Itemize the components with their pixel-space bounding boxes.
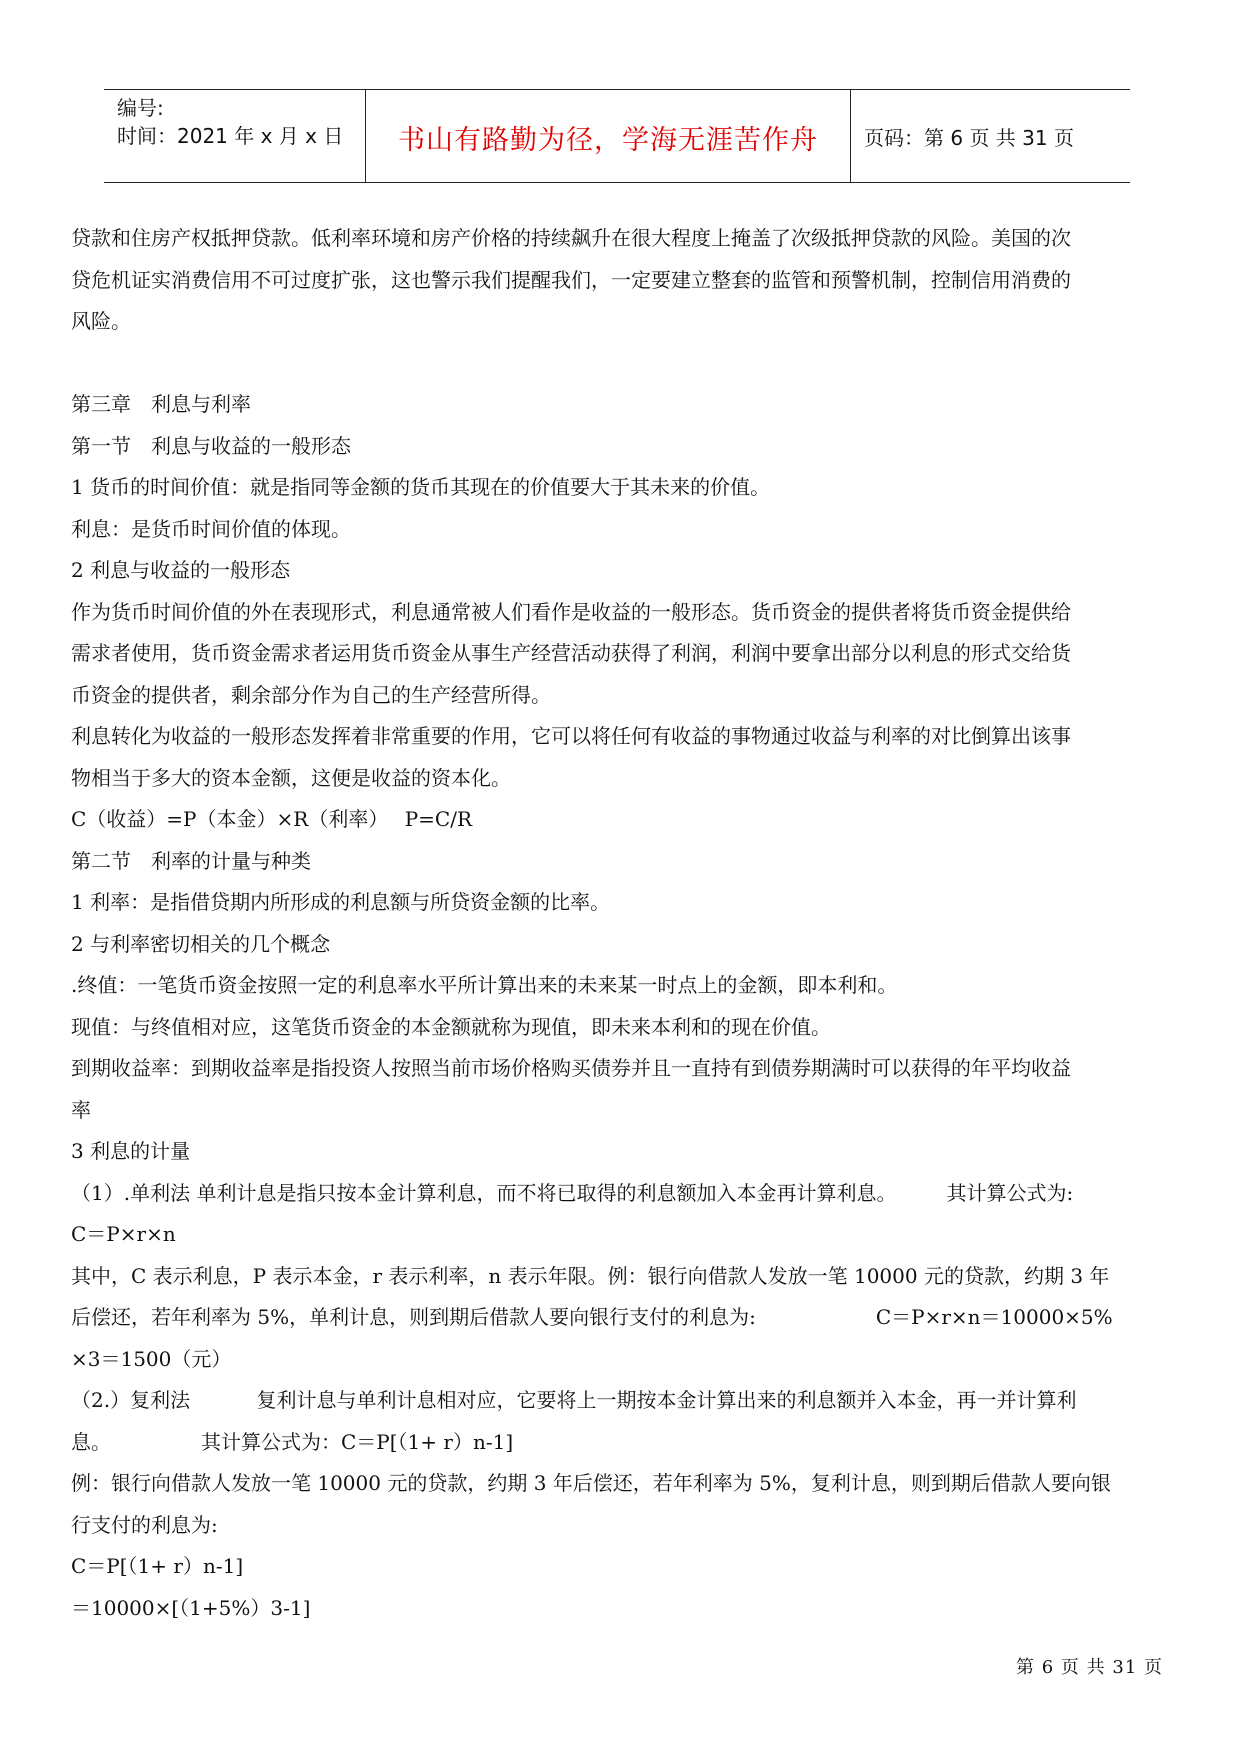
- chapter-heading: 第三章 利息与利率: [71, 392, 251, 416]
- header-meta: [117, 94, 343, 150]
- body-line: 作为货币时间价值的外在表现形式，利息通常被人们看作是收益的一般形态。货币资金的提供者将货币资金提供给: [71, 599, 1071, 624]
- document-body: [71, 218, 1183, 1629]
- formula-line: C（收益）=P（本金）×R（利率） P=C/R: [71, 807, 473, 831]
- body-line: 到期收益率：到期收益率是指投资人按照当前市场价格购买债券并且一直持有到债券期满时可以获得的年平均收益: [71, 1056, 1071, 1080]
- body-line: （1）.单利法 单利计息是指只按本金计算利息，而不将已取得的利息额加入本金再计算利息。 其计算公式为:: [71, 1180, 1074, 1205]
- body-line: 例：银行向借款人发放一笔 10000 元的贷款，约期 3 年后偿还，若年利率为 5%，复利计息，则到期后借款人要向银: [71, 1471, 1111, 1495]
- body-line: 物相当于多大的资本金额，这便是收益的资本化。: [71, 765, 511, 790]
- body-line: 2 与利率密切相关的几个概念: [71, 931, 331, 956]
- body-line: ×3＝1500（元）: [71, 1346, 232, 1371]
- time-label: 时间：2021 年 x 月 x 日: [117, 124, 344, 148]
- body-line: 利息：是货币时间价值的体现。: [71, 516, 351, 541]
- body-line: 1 利率：是指借贷期内所形成的利息额与所贷资金额的比率。: [71, 890, 611, 914]
- section-heading: 第一节 利息与收益的一般形态: [71, 433, 351, 458]
- body-line: 2 利息与收益的一般形态: [71, 558, 291, 582]
- formula-line: ＝10000×[（1+5%）3-1]: [71, 1595, 311, 1620]
- body-line: 3 利息的计量: [71, 1139, 191, 1163]
- document-header: [104, 89, 1130, 183]
- blank-line: [71, 343, 1183, 385]
- body-line: 1 货币的时间价值：就是指同等金额的货币其现在的价值要大于其未来的价值。: [71, 475, 771, 499]
- page-footer: 第 6 页 共 31 页: [1016, 1657, 1163, 1678]
- body-line: 率: [71, 1097, 91, 1122]
- body-line: 现值：与终值相对应，这笔货币资金的本金额就称为现值，即未来本利和的现在价值。: [71, 1014, 831, 1039]
- body-line: （2.）复利法 复利计息与单利计息相对应，它要将上一期按本金计算出来的利息额并入本金，再一并计算利: [71, 1388, 1077, 1412]
- body-line: 息。 其计算公式为：C＝P[（1+ r）n-1]: [71, 1429, 514, 1454]
- body-line: 贷危机证实消费信用不可过度扩张，这也警示我们提醒我们，一定要建立整套的监管和预警机制，控制信用消费的: [71, 267, 1071, 292]
- body-line: 需求者使用，货币资金需求者运用货币资金从事生产经营活动获得了利润，利润中要拿出部分以利息的形式交给货: [71, 641, 1071, 665]
- header-divider: [850, 90, 851, 182]
- body-line: .终值：一笔货币资金按照一定的利息率水平所计算出来的未来某一时点上的金额，即本利和。: [71, 973, 898, 997]
- body-line: 币资金的提供者，剩余部分作为自己的生产经营所得。: [71, 682, 551, 707]
- body-line: 利息转化为收益的一般形态发挥着非常重要的作用，它可以将任何有收益的事物通过收益与利率的对比倒算出该事: [71, 724, 1071, 748]
- body-line: 其中，C 表示利息，P 表示本金，r 表示利率，n 表示年限。例：银行向借款人发放一笔 10000 元的贷款，约期 3 年: [71, 1263, 1110, 1288]
- header-motto: 书山有路勤为径，学海无涯苦作舟: [398, 125, 818, 156]
- section-heading: 第二节 利率的计量与种类: [71, 848, 311, 873]
- formula-line: C＝P×r×n: [71, 1222, 176, 1246]
- formula-line: C＝P[（1+ r）n-1]: [71, 1554, 244, 1578]
- body-line: 后偿还，若年利率为 5%，单利计息，则到期后借款人要向银行支付的利息为: C＝P×r×n＝10000×5%: [71, 1305, 1113, 1329]
- header-page-label: 页码：第 6 页 共 31 页: [864, 126, 1074, 150]
- number-label: 编号:: [117, 96, 164, 120]
- body-line: 贷款和住房产权抵押贷款。低利率环境和房产价格的持续飙升在很大程度上掩盖了次级抵押贷款的风险。美国的次: [71, 226, 1071, 250]
- body-line: 风险。: [71, 309, 131, 333]
- body-line: 行支付的利息为:: [71, 1512, 218, 1537]
